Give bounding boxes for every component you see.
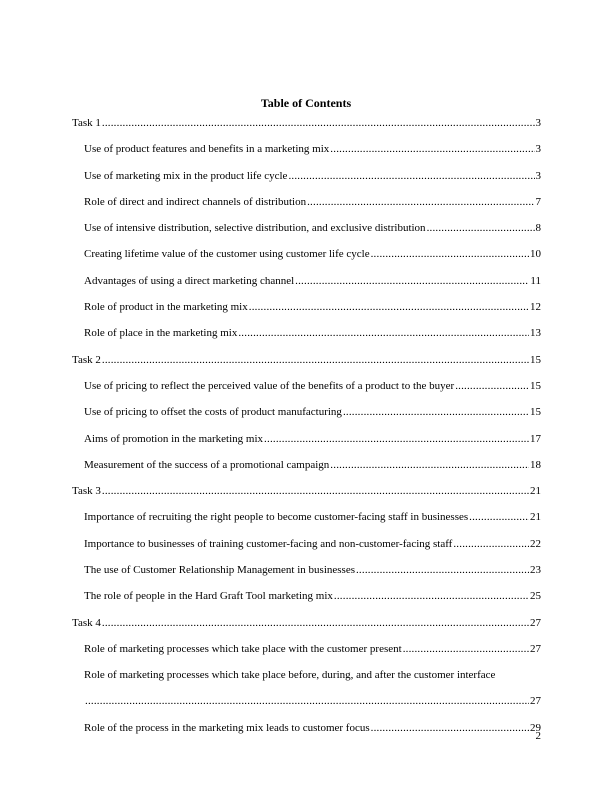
toc-entry-page: 25 <box>530 590 541 603</box>
toc-dot-leader <box>264 432 529 446</box>
toc-entry-page: 21 <box>530 485 541 498</box>
toc-section-entry[interactable] <box>72 116 541 130</box>
toc-dot-leader <box>334 589 529 603</box>
toc-entry-page: 7 <box>535 195 541 208</box>
toc-subsection-entry[interactable] <box>72 300 541 314</box>
toc-subsection-entry[interactable] <box>72 432 541 446</box>
toc-entry-text: Role of marketing processes which take place before, during, and after the customer interface <box>84 669 496 682</box>
toc-subsection-entry[interactable] <box>72 326 541 340</box>
toc-entry-page: 27 <box>530 642 541 655</box>
toc-entry-text: Role of direct and indirect channels of distribution <box>84 195 307 208</box>
toc-entry-page: 27 <box>530 695 541 708</box>
toc-dot-leader <box>403 642 529 656</box>
toc-entry-text: Role of product in the marketing mix <box>84 301 248 314</box>
toc-entry-text: Measurement of the success of a promotional campaign <box>84 458 330 471</box>
toc-subsection-entry[interactable] <box>72 589 541 603</box>
toc-subsection-entry[interactable] <box>72 379 541 393</box>
toc-entry-text: Role of place in the marketing mix <box>84 327 238 340</box>
toc-dot-leader <box>330 142 534 156</box>
toc-subsection-entry[interactable] <box>72 405 541 419</box>
toc-dot-leader <box>85 694 529 708</box>
toc-subsection-entry[interactable] <box>72 537 541 551</box>
toc-section-entry[interactable] <box>72 484 541 498</box>
toc-dot-leader <box>469 510 529 524</box>
toc-subsection-entry[interactable] <box>72 169 541 183</box>
toc-section-entry[interactable] <box>72 353 541 367</box>
toc-entry-page: 3 <box>535 117 541 129</box>
toc-dot-leader <box>330 458 529 472</box>
toc-dot-leader <box>343 405 529 419</box>
toc-subsection-entry[interactable] <box>72 247 541 261</box>
toc-subsection-entry[interactable] <box>72 510 541 524</box>
toc-entry-text: Advantages of using a direct marketing channel <box>84 274 295 287</box>
toc-dot-leader <box>453 537 529 551</box>
page-number: 2 <box>535 730 541 742</box>
toc-subsection-entry[interactable] <box>72 642 541 656</box>
toc-dot-leader <box>455 379 529 393</box>
toc-entry-page: 15 <box>530 353 541 366</box>
toc-entry-page: 13 <box>530 327 541 340</box>
toc-dot-leader <box>102 116 535 130</box>
toc-dot-leader <box>288 169 534 183</box>
toc-entry-text: Importance to businesses of training customer-facing and non-customer-facing staff <box>84 537 453 550</box>
toc-entry-page: 3 <box>535 143 541 156</box>
toc-dot-leader <box>102 616 529 630</box>
table-of-contents <box>72 116 541 747</box>
toc-entry-text: Importance of recruiting the right people to become customer-facing staff in businesses <box>84 511 469 524</box>
toc-entry-page: 17 <box>530 432 541 445</box>
toc-title: Table of Contents <box>260 96 352 110</box>
toc-dot-leader <box>102 484 529 498</box>
toc-entry-page: 3 <box>535 169 541 182</box>
toc-dot-leader <box>102 353 529 367</box>
toc-entry-text: Use of intensive distribution, selective distribution, and exclusive distribution <box>84 222 426 235</box>
toc-entry-text: The use of Customer Relationship Management in businesses <box>84 564 355 577</box>
toc-dot-leader <box>238 326 529 340</box>
toc-entry-page: 18 <box>530 458 541 471</box>
toc-entry-text: Use of marketing mix in the product life cycle <box>84 169 288 182</box>
toc-entry-page: 15 <box>530 406 541 419</box>
toc-subsection-entry[interactable] <box>72 721 541 735</box>
toc-dot-leader <box>371 721 529 735</box>
toc-entry-page: 22 <box>530 537 541 550</box>
toc-subsection-entry[interactable] <box>72 195 541 209</box>
toc-entry-text: Use of pricing to offset the costs of product manufacturing <box>84 406 342 419</box>
toc-entry-page: 15 <box>530 379 541 392</box>
toc-entry-page: 8 <box>535 222 541 235</box>
toc-dot-leader <box>307 195 534 209</box>
toc-entry-text: Task 3 <box>72 485 101 498</box>
toc-entry-page: 11 <box>530 274 541 287</box>
toc-dot-leader <box>295 274 529 288</box>
toc-dot-leader <box>356 563 529 577</box>
toc-section-entry[interactable] <box>72 616 541 630</box>
toc-entry-text: Task 1 <box>72 117 101 129</box>
toc-subsection-entry[interactable] <box>72 668 541 708</box>
toc-entry-text: Use of product features and benefits in a marketing mix <box>84 143 330 156</box>
toc-subsection-entry[interactable] <box>72 458 541 472</box>
toc-entry-page: 23 <box>530 564 541 577</box>
toc-dot-leader <box>249 300 529 314</box>
toc-entry-page: 10 <box>530 248 541 261</box>
toc-entry-text: Use of pricing to reflect the perceived value of the benefits of a product to the buyer <box>84 379 455 392</box>
toc-subsection-entry[interactable] <box>72 142 541 156</box>
toc-entry-text: Role of the process in the marketing mix leads to customer focus <box>84 721 370 734</box>
toc-subsection-entry[interactable] <box>72 274 541 288</box>
toc-entry-text: Task 4 <box>72 616 101 629</box>
toc-entry-page: 29 <box>530 721 541 734</box>
toc-subsection-entry[interactable] <box>72 221 541 235</box>
toc-entry-text: The role of people in the Hard Graft Tool marketing mix <box>84 590 333 603</box>
toc-entry-page: 27 <box>530 616 541 629</box>
toc-entry-continuation <box>84 694 541 708</box>
toc-dot-leader <box>427 221 535 235</box>
toc-entry-text: Creating lifetime value of the customer using customer life cycle <box>84 248 370 261</box>
toc-entry-text: Aims of promotion in the marketing mix <box>84 432 264 445</box>
toc-entry-text: Task 2 <box>72 353 101 366</box>
toc-entry-page: 12 <box>530 301 541 314</box>
toc-dot-leader <box>371 247 529 261</box>
toc-entry-page: 21 <box>530 511 541 524</box>
toc-entry-text: Role of marketing processes which take place with the customer present <box>84 642 402 655</box>
toc-subsection-entry[interactable] <box>72 563 541 577</box>
